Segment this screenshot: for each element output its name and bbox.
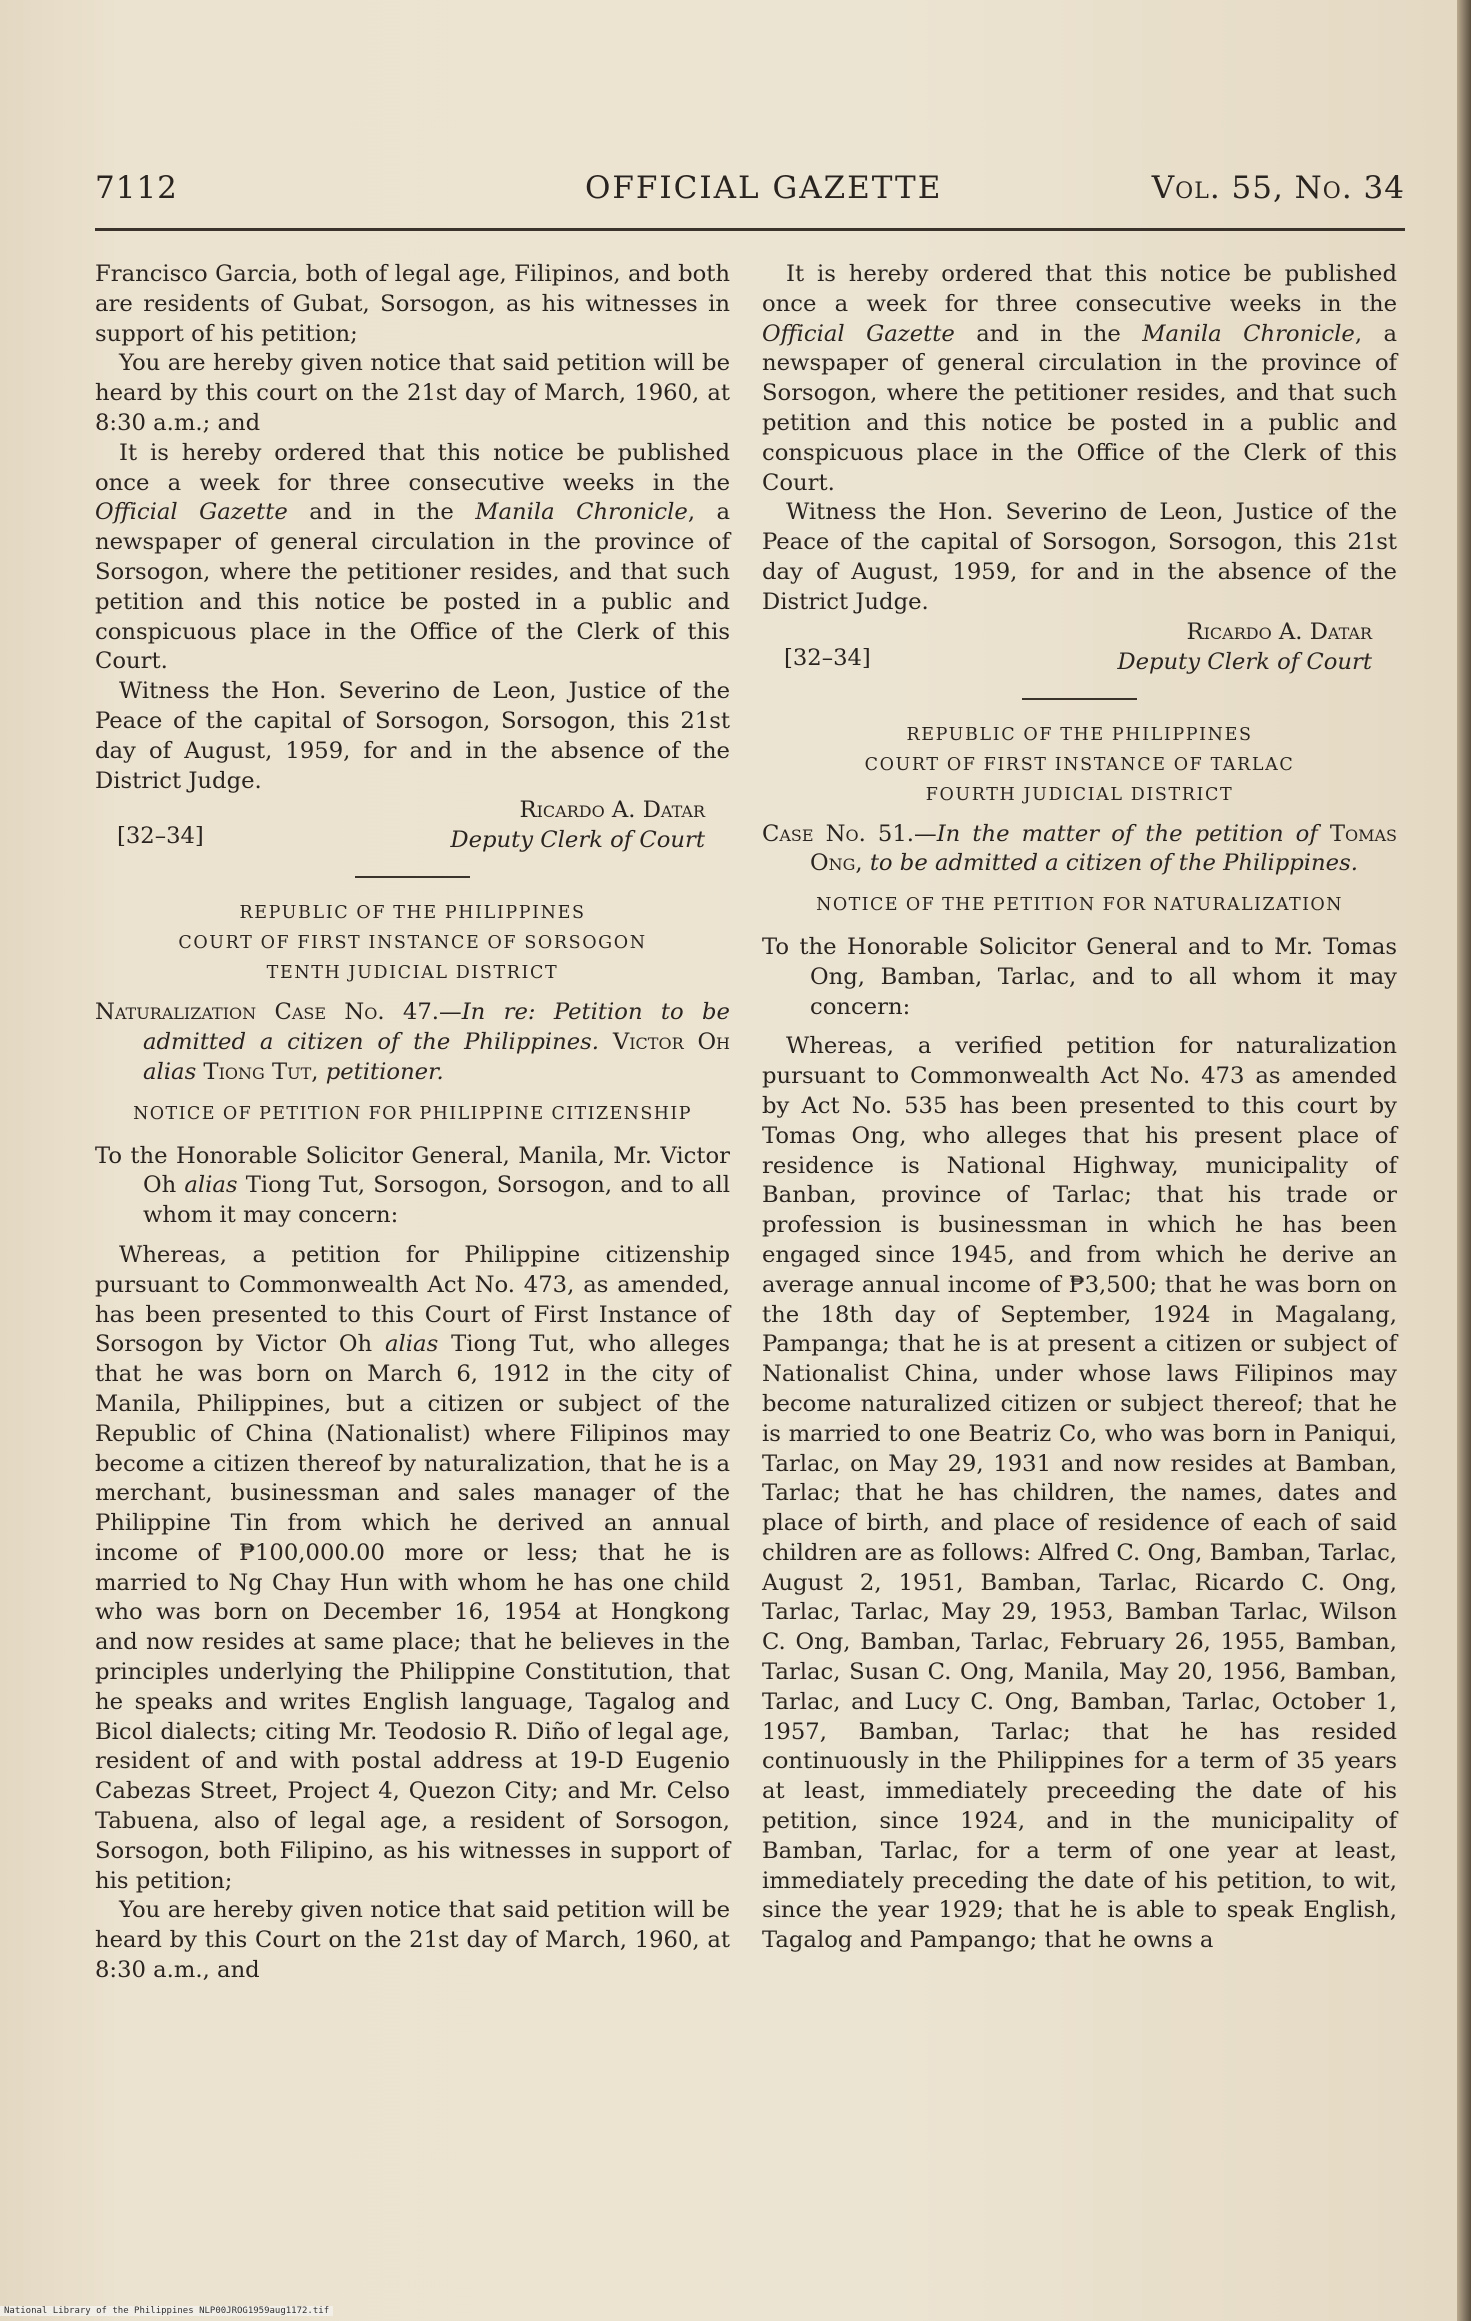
page-header (95, 170, 1405, 220)
paragraph: Witness the Hon. Severino de Leon, Justice of the Peace of the capital of Sorsogon, Sorsogon, this 21st day of August, 1959, for and in the absence of the District Judge. (762, 499, 1397, 615)
signatory-name: Ricardo A. Datar (1186, 618, 1372, 645)
section-divider (355, 876, 470, 878)
court-heading: REPUBLIC OF THE PHILIPPINES COURT OF FIRST INSTANCE OF SORSOGON TENTH JUDICIAL DISTRICT (178, 903, 647, 984)
addressee: To the Honorable Solicitor General and to Mr. Tomas Ong, Bamban, Tarlac, and to all whom it may concern: (762, 933, 1397, 1020)
volume-number: Vol. 55, No. 34 (1151, 170, 1405, 206)
court-heading: REPUBLIC OF THE PHILIPPINES COURT OF FIRST INSTANCE OF TARLAC FOURTH JUDICIAL DISTRICT (864, 724, 1295, 805)
signature-block (95, 796, 730, 858)
paragraph: Francisco Garcia, both of legal age, Filipinos, and both are residents of Gubat, Sorsogon, as his witnesses in support of his petition; (95, 261, 730, 347)
case-title: Case No. 51.—In the matter of the petition of Tomas Ong, to be admitted a citizen of the Philippines. (762, 820, 1397, 877)
page-number: 7112 (95, 170, 178, 206)
paragraph: It is hereby ordered that this notice be published once a week for three consecutive weeks in the Official Gazette and in the Manila Chronicle, a newspaper of general circulation in the province of Sorsogon, where the petitioner resides, and that such petition and this notice be posted in a public and conspicuous place in the Office of the Clerk of this Court. (95, 439, 731, 675)
page-edge-shadow (1457, 0, 1471, 2321)
paragraph: Whereas, a verified petition for naturalization pursuant to Commonwealth Act No. 473 as amended by Act No. 535 has been presented to this court by Tomas Ong, who alleges that his present place of residence is National Highway, municipality of Banban, province of Tarlac; that his trade or profession is businessman in which he has been engaged since 1945, and from which he derive an average annual income of ₱3,500; that he was born on the 18th day of September, 1924 in Magalang, Pampanga; that he is at present a citizen or subject of Nationalist China, under whose laws Filipinos may become naturalized citizen or subject thereof; that he is married to one Beatriz Co, who was born in Paniqui, Tarlac, on May 29, 1931 and now resides at Bamban, Tarlac; that he has children, the names, dates and place of birth, and place of residence of each of said children are as follows: Alfred C. Ong, Bamban, Tarlac, August 2, 1951, Bamban, Tarlac, Ricardo C. Ong, Tarlac, Tarlac, May 29, 1953, Bamban Tarlac, Wilson C. Ong, Bamban, Tarlac, February 26, 1955, Bamban, Tarlac, Susan C. Ong, Manila, May 20, 1956, Bamban, Tarlac, and Lucy C. Ong, Bamban, Tarlac, October 1, 1957, Bamban, Tarlac; that he has resided continuously in the Philippines for a term of 35 years at least, immediately preceeding the date of his petition, since 1924, and in the municipality of Bamban, Tarlac, for a term of one year at least, immediately preceding the date of his petition, to wit, since the year 1929; that he is able to speak English, Tagalog and Pampango; that he owns a (762, 1033, 1397, 1954)
right-column (762, 260, 1397, 1956)
paragraph: Whereas, a petition for Philippine citizenship pursuant to Commonwealth Act No. 473, as amended, has been presented to this Court of First Instance of Sorsogon by Victor Oh alias Tiong Tut, who alleges that he was born on March 6, 1912 in the city of Manila, Philippines, but a citizen or subject of the Republic of China (Nationalist) where Filipinos may become a citizen thereof by naturalization, that he is a merchant, businessman and sales manager of the Philippine Tin from which he derived an annual income of ₱100,000.00 more or less; that he is married to Ng Chay Hun with whom he has one child who was born on December 16, 1954 at Hongkong and now resides at same place; that he believes in the principles underlying the Philippine Constitution, that he speaks and writes English language, Tagalog and Bicol dialects; citing Mr. Teodosio R. Diño of legal age, resident of and with postal address at 19-D Eugenio Cabezas Street, Project 4, Quezon City; and Mr. Celso Tabuena, also of legal age, a resident of Sorsogon, Sorsogon, both Filipino, as his witnesses in support of his petition; (95, 1241, 730, 1894)
signatory-title: Deputy Clerk of Court (450, 827, 705, 854)
signature-block (762, 618, 1397, 680)
addressee: To the Honorable Solicitor General, Manila, Mr. Victor Oh alias Tiong Tut, Sorsogon, Sorsogon, and to all whom it may concern: (95, 1142, 730, 1229)
paragraph: Witness the Hon. Severino de Leon, Justice of the Peace of the capital of Sorsogon, Sorsogon, this 21st day of August, 1959, for and in the absence of the District Judge. (95, 678, 730, 794)
left-column (95, 260, 730, 1986)
scan-footer: National Library of the Philippines NLP00JROG1959aug1172.tif (0, 2306, 333, 2316)
paragraph: You are hereby given notice that said petition will be heard by this court on the 21st day of March, 1960, at 8:30 a.m.; and (95, 350, 730, 436)
case-title: Naturalization Case No. 47.—In re: Petition to be admitted a citizen of the Philippines. Victor Oh alias Tiong Tut, petitioner. (95, 999, 730, 1085)
header-rule (95, 228, 1405, 231)
notice-title: NOTICE OF THE PETITION FOR NATURALIZATION (816, 895, 1343, 916)
paragraph: You are hereby given notice that said petition will be heard by this Court on the 21st day of March, 1960, at 8:30 a.m., and (95, 1897, 730, 1984)
paragraph: It is hereby ordered that this notice be published once a week for three consecutive weeks in the Official Gazette and in the Manila Chronicle, a newspaper of general circulation in the province of Sorsogon, where the petitioner resides, and that such petition and this notice be posted in a public and conspicuous place in the Office of the Clerk of this Court. (762, 261, 1398, 496)
signatory-title: Deputy Clerk of Court (1117, 648, 1372, 675)
issue-reference: [32–34] (784, 644, 871, 671)
publication-title: OFFICIAL GAZETTE (585, 170, 943, 206)
signatory-name: Ricardo A. Datar (519, 797, 705, 824)
notice-title: NOTICE OF PETITION FOR PHILIPPINE CITIZENSHIP (133, 1103, 692, 1124)
issue-reference: [32–34] (117, 823, 204, 850)
section-divider (1022, 698, 1137, 700)
